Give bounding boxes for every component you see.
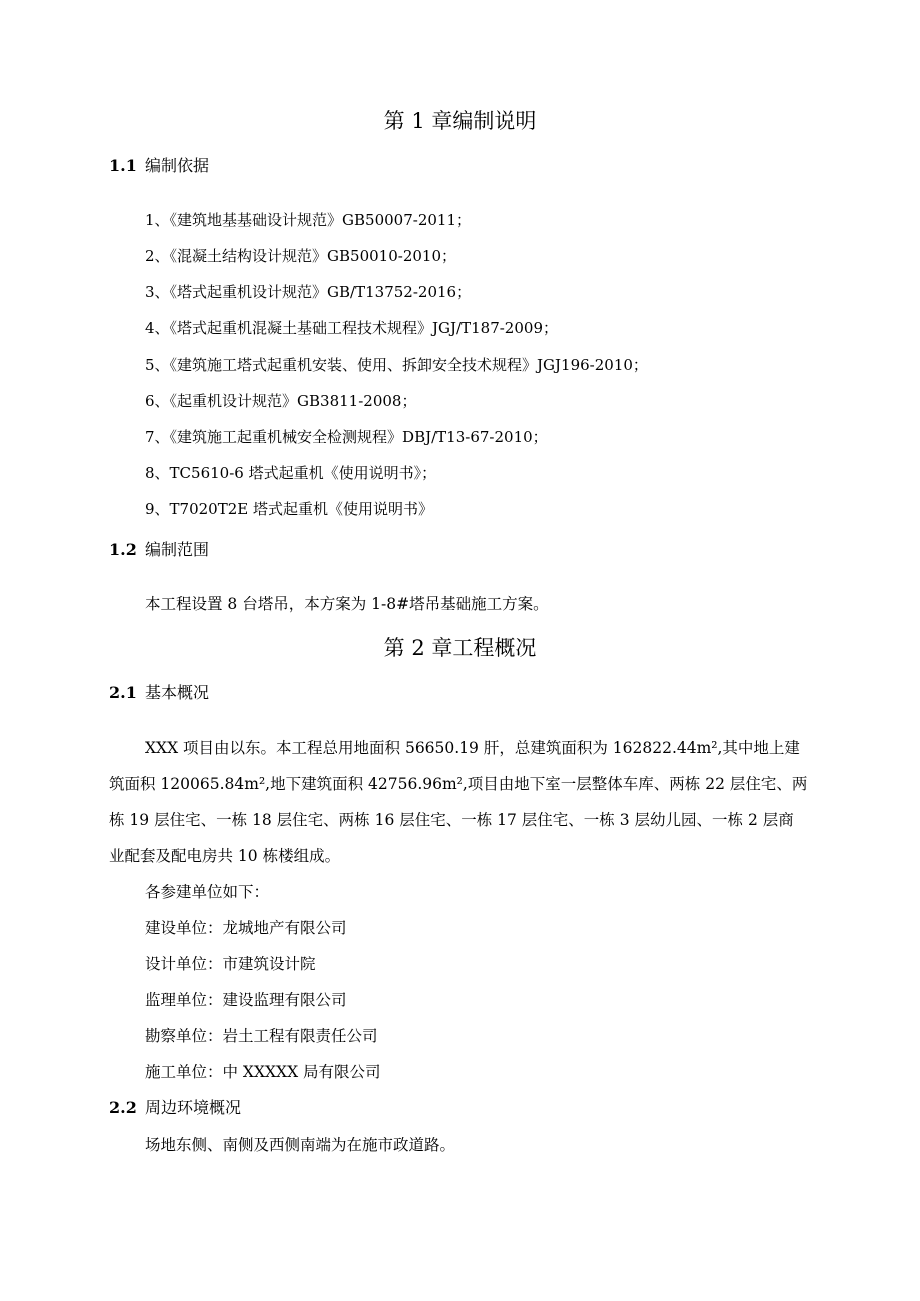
unit-item: 施工单位：中 XXXXX 局有限公司 xyxy=(145,1063,381,1081)
overview-paragraph-line: 栋 19 层住宅、一栋 18 层住宅、两栋 16 层住宅、一栋 17 层住宅、一栋 3 层幼儿园、一栋 2 层商 xyxy=(109,811,794,829)
units-intro: 各参建单位如下： xyxy=(145,883,270,901)
overview-paragraph-line: 筑面积 120065.84m²,地下建筑面积 42756.96m²,项目由地下室一层整体车库、两栋 22 层住宅、两 xyxy=(109,775,808,793)
unit-item: 勘察单位：岩土工程有限责任公司 xyxy=(145,1027,378,1045)
section-title: 周边环境概况 xyxy=(145,1098,242,1117)
chapter-1-title: 第 1 章编制说明 xyxy=(383,109,537,133)
section-1-1-heading xyxy=(109,155,209,177)
reference-item: 7、《建筑施工起重机械安全检测规程》DBJ/T13-67-2010； xyxy=(145,428,548,446)
overview-paragraph-line: XXX 项目由以东。本工程总用地面积 56650.19 肝，总建筑面积为 162822.44m²,其中地上建 xyxy=(145,739,800,757)
environment-paragraph: 场地东侧、南侧及西侧南端为在施市政道路。 xyxy=(145,1136,456,1154)
reference-item: 3、《塔式起重机设计规范》GB/T13752-2016； xyxy=(145,283,472,301)
section-number: 2.1 xyxy=(109,683,137,702)
section-number: 1.1 xyxy=(109,156,137,175)
reference-item: 4、《塔式起重机混凝土基础工程技术规程》JGJ/T187-2009； xyxy=(145,319,558,337)
unit-item: 建设单位：龙城地产有限公司 xyxy=(145,919,347,937)
section-2-1-heading xyxy=(109,682,209,704)
overview-paragraph-line: 业配套及配电房共 10 栋楼组成。 xyxy=(109,847,341,865)
scope-paragraph: 本工程设置 8 台塔吊，本方案为 1-8#塔吊基础施工方案。 xyxy=(145,595,549,613)
section-number: 2.2 xyxy=(109,1098,137,1117)
unit-item: 设计单位：市建筑设计院 xyxy=(145,955,316,973)
section-title: 编制范围 xyxy=(145,540,210,559)
reference-item: 5、《建筑施工塔式起重机安装、使用、拆卸安全技术规程》JGJ196-2010； xyxy=(145,356,648,374)
reference-item: 9、T7020T2E 塔式起重机《使用说明书》 xyxy=(145,500,433,518)
reference-item: 1、《建筑地基基础设计规范》GB50007-2011； xyxy=(145,211,472,229)
section-number: 1.2 xyxy=(109,540,137,559)
reference-item: 8、TC5610-6 塔式起重机《使用说明书》； xyxy=(145,464,437,482)
unit-item: 监理单位：建设监理有限公司 xyxy=(145,991,347,1009)
section-title: 基本概况 xyxy=(145,683,210,702)
section-2-2-heading xyxy=(109,1097,241,1119)
reference-item: 2、《混凝土结构设计规范》GB50010-2010； xyxy=(145,247,457,265)
reference-item: 6、《起重机设计规范》GB3811-2008； xyxy=(145,392,417,410)
section-title: 编制依据 xyxy=(145,156,210,175)
section-1-2-heading xyxy=(109,539,209,561)
chapter-2-title: 第 2 章工程概况 xyxy=(383,636,537,660)
